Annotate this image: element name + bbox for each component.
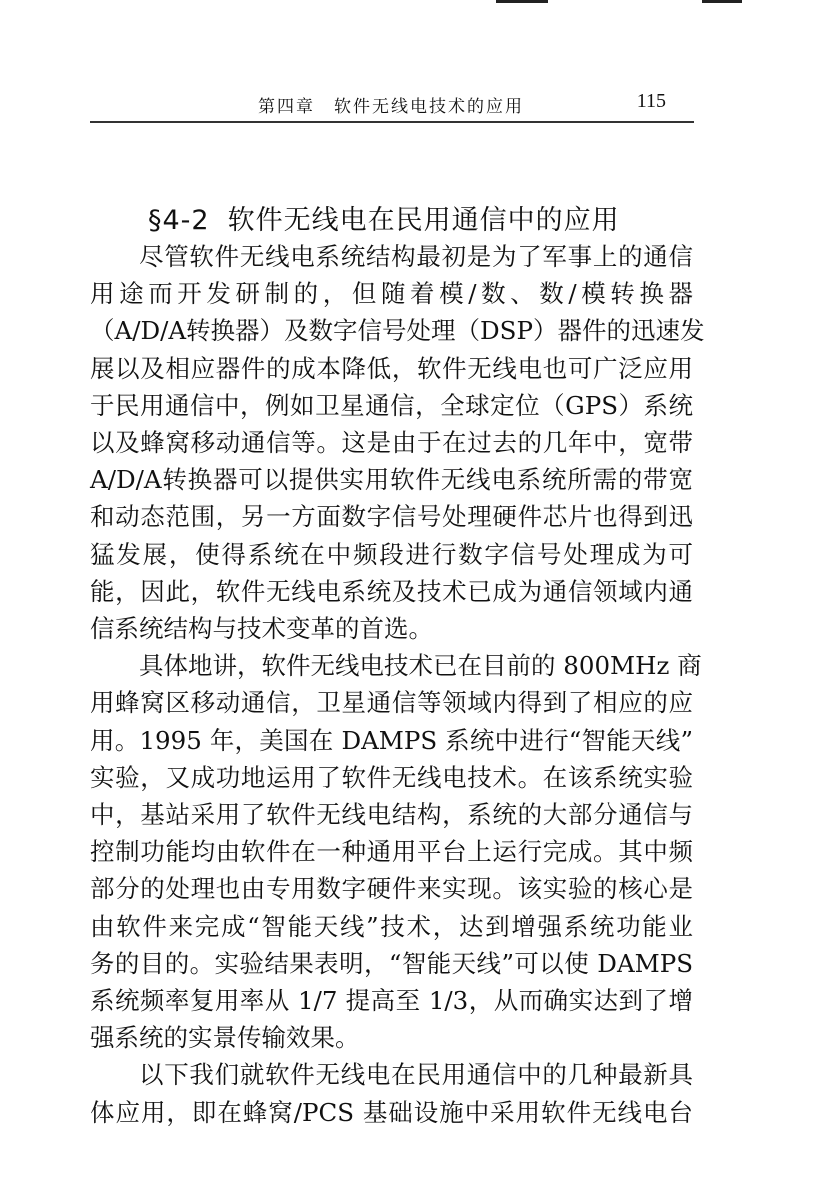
section-number: §4-2	[148, 205, 210, 237]
text-line: 体应用，即在蜂窝/PCS 基础设施中采用软件无线电台	[90, 1097, 693, 1127]
text-line: 于民用通信中，例如卫星通信，全球定位（GPS）系统	[90, 390, 693, 420]
text-line: 部分的处理也由专用数字硬件来实现。该实验的核心是	[90, 874, 693, 904]
section-title-text: 软件无线电在民用通信中的应用	[227, 205, 620, 237]
text-line: 能，因此，软件无线电系统及技术已成为通信领域内通	[90, 576, 693, 606]
chapter-title: 第四章 软件无线电技术的应用	[258, 97, 524, 117]
section-heading	[148, 198, 638, 237]
text-line: 猛发展，使得系统在中频段进行数字信号处理成为可	[90, 539, 693, 569]
paragraph-1	[90, 238, 705, 647]
text-line: 系统频率复用率从 1/7 提高至 1/3，从而确实达到了增	[90, 986, 693, 1016]
text-line: 实验，又成功地运用了软件无线电技术。在该系统实验	[90, 762, 693, 792]
text-line: 以及蜂窝移动通信等。这是由于在过去的几年中，宽带	[90, 428, 693, 458]
text-line: 展以及相应器件的成本降低，软件无线电也可广泛应用	[90, 353, 693, 383]
text-line: 强系统的实景传输效果。	[90, 1023, 360, 1053]
text-line: 以下我们就软件无线电在民用通信中的几种最新具	[139, 1060, 693, 1090]
scan-mark-top-left	[496, 0, 548, 3]
scan-mark-top-right	[702, 0, 742, 3]
text-line: 由软件来完成“智能天线”技术，达到增强系统功能业	[90, 911, 693, 941]
text-line: 控制功能均由软件在一种通用平台上运行完成。其中频	[90, 837, 693, 867]
text-line: （A/D/A转换器）及数字信号处理（DSP）器件的迅速发	[90, 316, 705, 346]
text-line: 中，基站采用了软件无线电结构，系统的大部分通信与	[90, 800, 693, 830]
running-header	[90, 92, 692, 120]
text-line: 尽管软件无线电系统结构最初是为了军事上的通信	[139, 242, 693, 271]
text-line: 信系统结构与技术变革的首选。	[90, 614, 433, 644]
text-line: 务的目的。实验结果表明，“智能天线”可以使 DAMPS	[90, 948, 693, 978]
page-number: 115	[636, 90, 666, 112]
paragraph-2	[90, 647, 702, 1056]
text-line: 用途而开发研制的，但随着模/数、数/模转换器	[90, 279, 693, 309]
text-line: 和动态范围，另一方面数字信号处理硬件芯片也得到迅	[90, 502, 693, 532]
text-line: 用。1995 年，美国在 DAMPS 系统中进行“智能天线”	[90, 725, 693, 755]
header-rule	[90, 121, 694, 123]
body-text	[90, 238, 705, 1131]
text-line: A/D/A转换器可以提供实用软件无线电系统所需的带宽	[90, 465, 693, 495]
text-line: 具体地讲，软件无线电技术已在目前的 800MHz 商	[139, 651, 702, 681]
paragraph-3	[90, 1056, 693, 1130]
text-line: 用蜂窝区移动通信，卫星通信等领域内得到了相应的应	[90, 688, 693, 718]
